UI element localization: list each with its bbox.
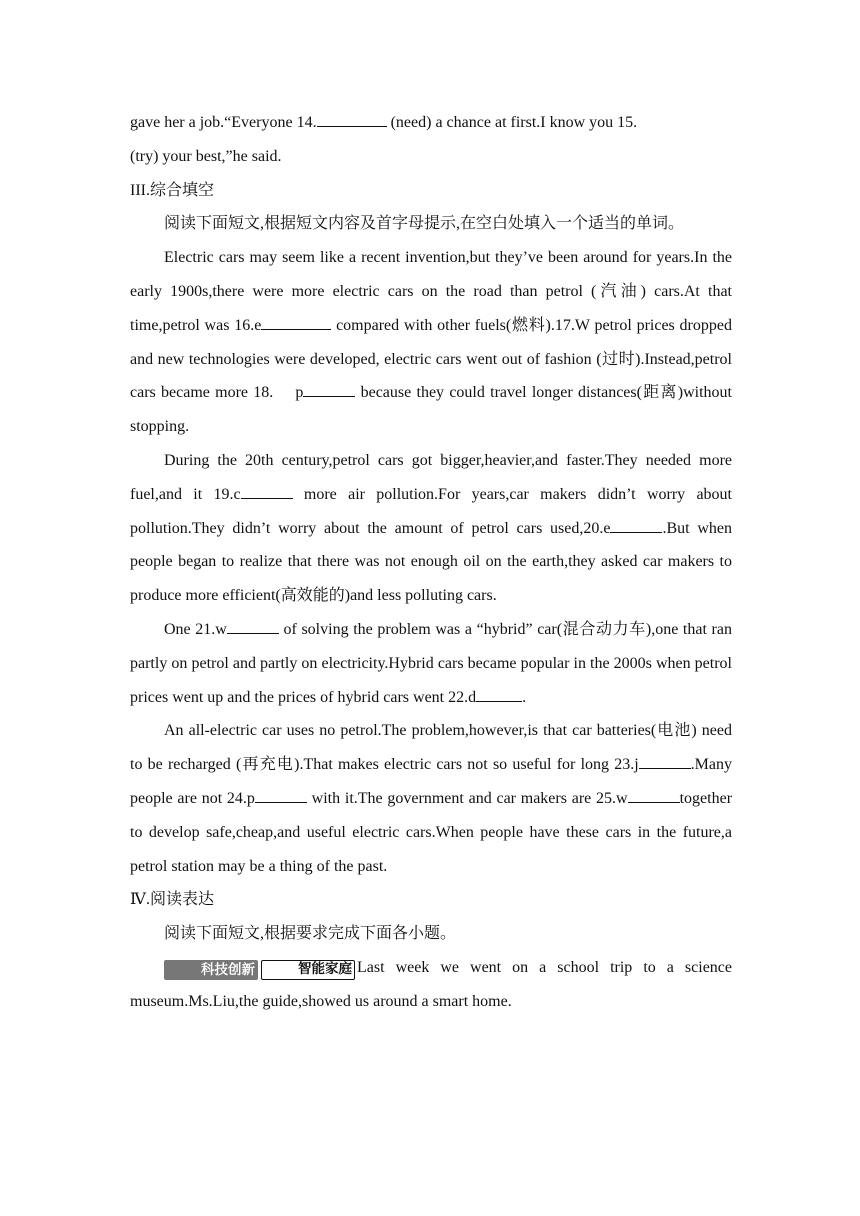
text-run: compared with other fuels(燃料).17.W xyxy=(331,316,590,334)
answer-blank-24[interactable] xyxy=(255,787,307,803)
section-3-heading: III.综合填空 xyxy=(130,181,214,199)
document-content xyxy=(130,106,732,1019)
answer-blank-20[interactable] xyxy=(610,517,662,533)
answer-blank-23[interactable] xyxy=(639,753,691,769)
previous-passage-ending xyxy=(130,106,732,174)
answer-blank-21[interactable] xyxy=(227,618,279,634)
text-run: p xyxy=(295,384,304,402)
text-run: more air pollution.For years,car makers didn’t worry about pollution.They didn’t worry about the amount of petrol cars used,20.e xyxy=(130,485,733,537)
text-run: (need) a chance at first.I know you 15. xyxy=(386,114,638,131)
cloze-paragraph-3 xyxy=(130,613,732,714)
section-3-instruction: 阅读下面短文,根据短文内容及首字母提示,在空白处填入一个适当的单词。 xyxy=(164,215,685,233)
answer-blank-16[interactable] xyxy=(261,314,331,330)
section-4-heading: Ⅳ.阅读表达 xyxy=(130,891,214,909)
text-run: Last week we went on a school trip to a science museum.Ms.Liu,the guide,showed us around a smart home. xyxy=(130,958,732,1010)
text-run: .Many people are not 24.p xyxy=(130,756,732,807)
text-run: Electric cars may seem like a recent invention,but they’ve been around for years.In the early 1900s,there were more electric cars on the road than petrol (汽油) cars.At that time,petrol was 16.e xyxy=(130,249,732,334)
answer-blank-25[interactable] xyxy=(628,787,680,803)
answer-blank-14[interactable] xyxy=(317,111,387,127)
tag-smart-home: 智能家庭 xyxy=(261,960,355,980)
text-run: with it.The government and car makers are 25.w xyxy=(306,789,628,807)
reading-passage-intro xyxy=(130,951,732,1019)
text-run: together to develop safe,cheap,and useful electric cars.When people have these cars in the future,a petrol station may be a thing of the past. xyxy=(130,789,733,875)
cloze-paragraph-1 xyxy=(130,241,732,444)
text-run: because they could travel longer distances(距离)without stopping. xyxy=(130,384,732,436)
section-4-instruction: 阅读下面短文,根据要求完成下面各小题。 xyxy=(164,925,457,943)
answer-blank-19[interactable] xyxy=(241,483,293,499)
answer-blank-18[interactable] xyxy=(303,381,355,397)
text-run: An all-electric car uses no petrol.The problem,however,is that car batteries(电池) need to be recharged (再充电).That makes electric cars not so useful for long 23.j xyxy=(130,722,732,774)
cloze-paragraph-4 xyxy=(130,714,732,883)
topic-tags xyxy=(164,960,355,980)
text-run: petrol prices dropped and new technologies were developed, electric cars went out of fashion (过时).Instead,petrol cars became more 18. xyxy=(130,316,732,402)
cloze-paragraph-2 xyxy=(130,444,732,613)
text-run: of solving the problem was a “hybrid” car(混合动力车),one that ran partly on petrol and partly on electricity.Hybrid cars became popular in the 2000s when petrol prices went up and the prices of hybrid cars went 22.d xyxy=(130,620,732,706)
answer-blank-22[interactable] xyxy=(476,686,522,702)
text-run: . xyxy=(522,688,527,706)
text-run: .But when people began to realize that there was not enough oil on the earth,they asked car makers to produce more efficient(高效能的)and less polluting cars. xyxy=(130,519,732,605)
tag-tech-innovation: 科技创新 xyxy=(164,960,258,980)
text-run: (try) your best,”he said. xyxy=(130,147,282,165)
text-run: gave her a job.“Everyone 14. xyxy=(130,114,317,131)
text-run: During the 20th century,petrol cars got bigger,heavier,and faster.They needed more fuel,and it 19.c xyxy=(130,451,732,503)
text-run: One 21.w xyxy=(164,620,227,638)
